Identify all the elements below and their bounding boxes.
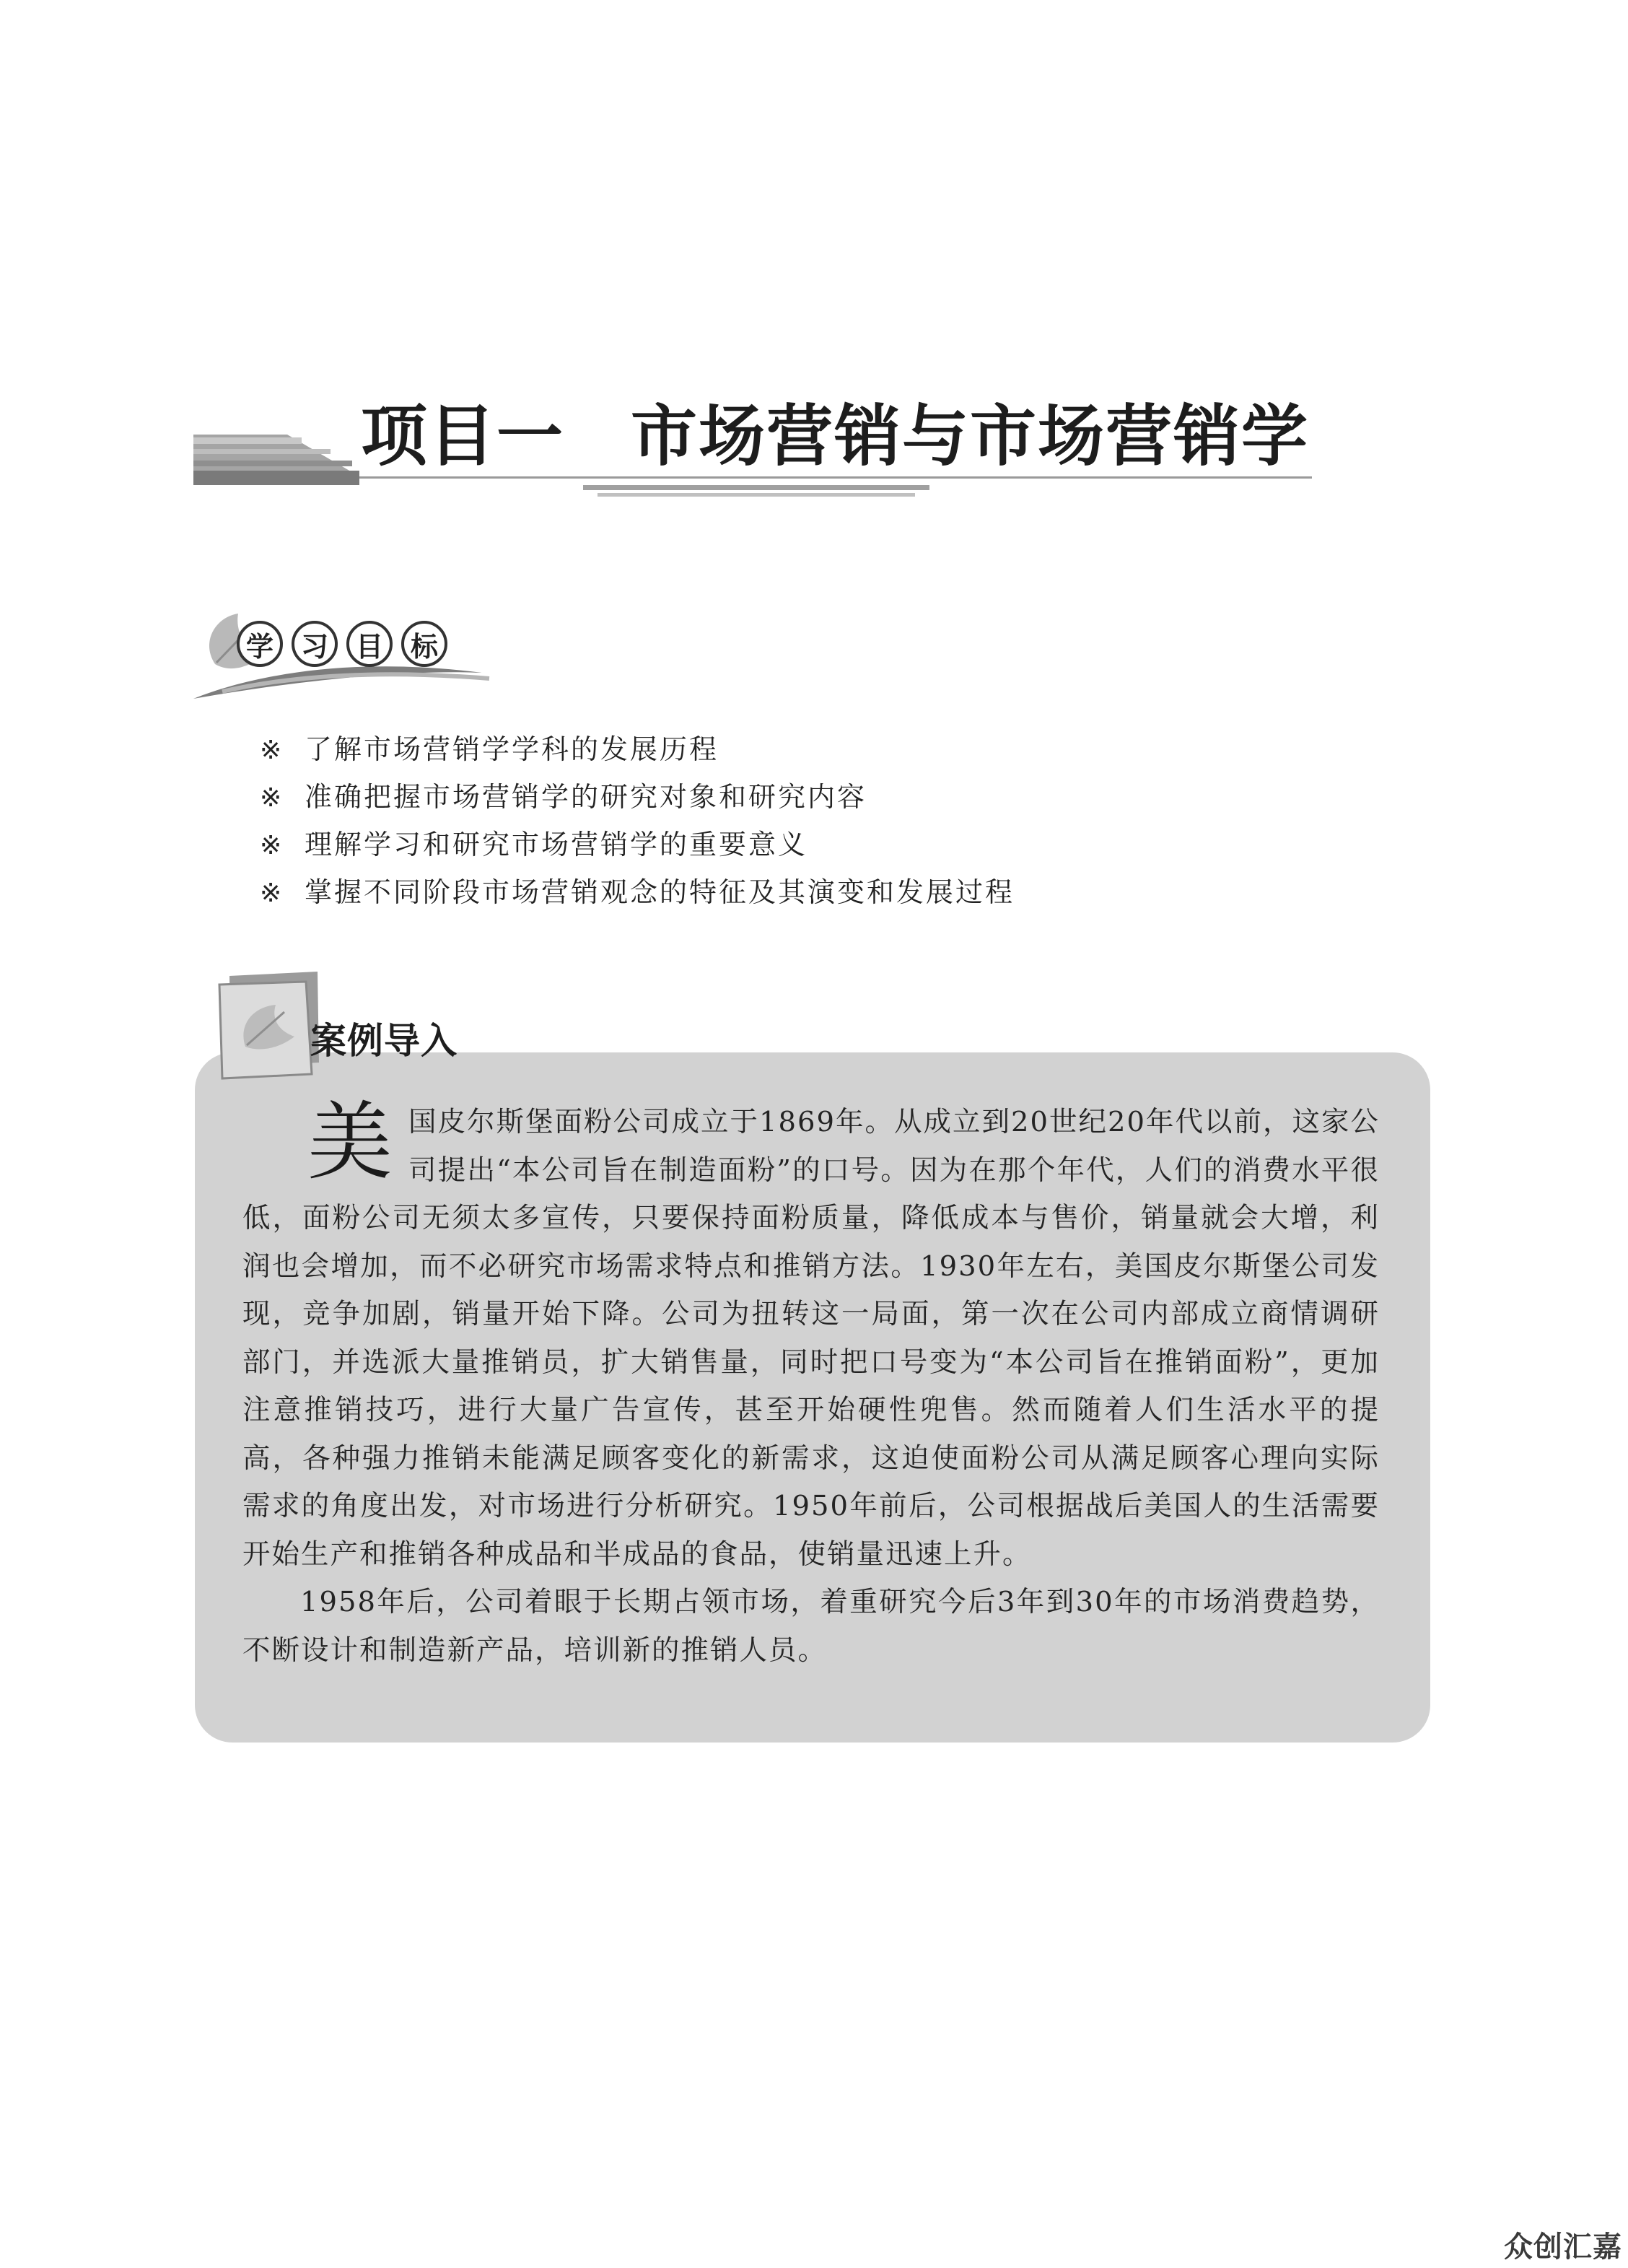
- case-intro-box: [195, 1052, 1430, 1743]
- case-paragraph-2: 1958年后，公司着眼于长期占领市场，着重研究今后3年到30年的市场消费趋势，不断设计和制造新产品，培训新的推销人员。: [242, 1586, 1380, 1667]
- objective-text: 准确把握市场营销学的研究对象和研究内容: [305, 781, 867, 813]
- case-intro-header: [209, 967, 512, 1083]
- chapter-name: 市场营销与市场营销学: [631, 398, 1310, 475]
- case-intro-title: 案例导入: [310, 1020, 458, 1062]
- reference-mark-icon: ※: [260, 783, 284, 813]
- objective-item: [260, 725, 1015, 773]
- objective-item: [260, 821, 1015, 868]
- objectives-title: [237, 621, 447, 667]
- objective-text: 掌握不同阶段市场营销观念的特征及其演变和发展过程: [305, 876, 1015, 908]
- objective-item: [260, 773, 1015, 821]
- reference-mark-icon: ※: [260, 878, 284, 908]
- project-label: 项目一: [361, 398, 565, 475]
- objectives-char: 目: [346, 621, 393, 667]
- reference-mark-icon: ※: [260, 831, 284, 860]
- case-paragraph-1: 美国皮尔斯堡面粉公司成立于1869年。从成立到20世纪20年代以前，这家公司提出“本公司旨在制造面粉”的口号。因为在那个年代，人们的消费水平很低，面粉公司无须太多宣传，只要保持面粉质量，降低成本与售价，销量就会大增，利润也会增加，而不必研究市场需求特点和推销方法。1930年左右，美国皮尔斯堡公司发现，竞争加剧，销量开始下降。公司为扭转这一局面，第一次在公司内部成立商情调研部门，并选派大量推销员，扩大销售量，同时把口号变为“本公司旨在推销面粉”，更加注意推销技巧，进行大量广告宣传，甚至开始硬性兜售。然而随着人们生活水平的提高，各种强力推销未能满足顾客变化的新需求，这迫使面粉公司从满足顾客心理向实际需求的角度出发，对市场进行分析研究。1950年前后，公司根据战后美国人的生活需要开始生产和推销各种成品和半成品的食品，使销量迅速上升。: [242, 1092, 1380, 1571]
- objective-item: [260, 868, 1015, 916]
- objective-text: 理解学习和研究市场营销学的重要意义: [305, 829, 808, 860]
- learning-objectives-header: [193, 606, 496, 707]
- objectives-char: 学: [237, 621, 283, 667]
- chapter-title-banner: [193, 390, 1312, 505]
- objectives-char: 习: [292, 621, 338, 667]
- watermark: 众创汇嘉: [1504, 2230, 1622, 2264]
- objective-text: 了解市场营销学学科的发展历程: [305, 733, 719, 765]
- objectives-char: 标: [401, 621, 447, 667]
- objectives-list: [260, 725, 1015, 916]
- chapter-title: [361, 397, 1309, 476]
- reference-mark-icon: ※: [260, 736, 284, 765]
